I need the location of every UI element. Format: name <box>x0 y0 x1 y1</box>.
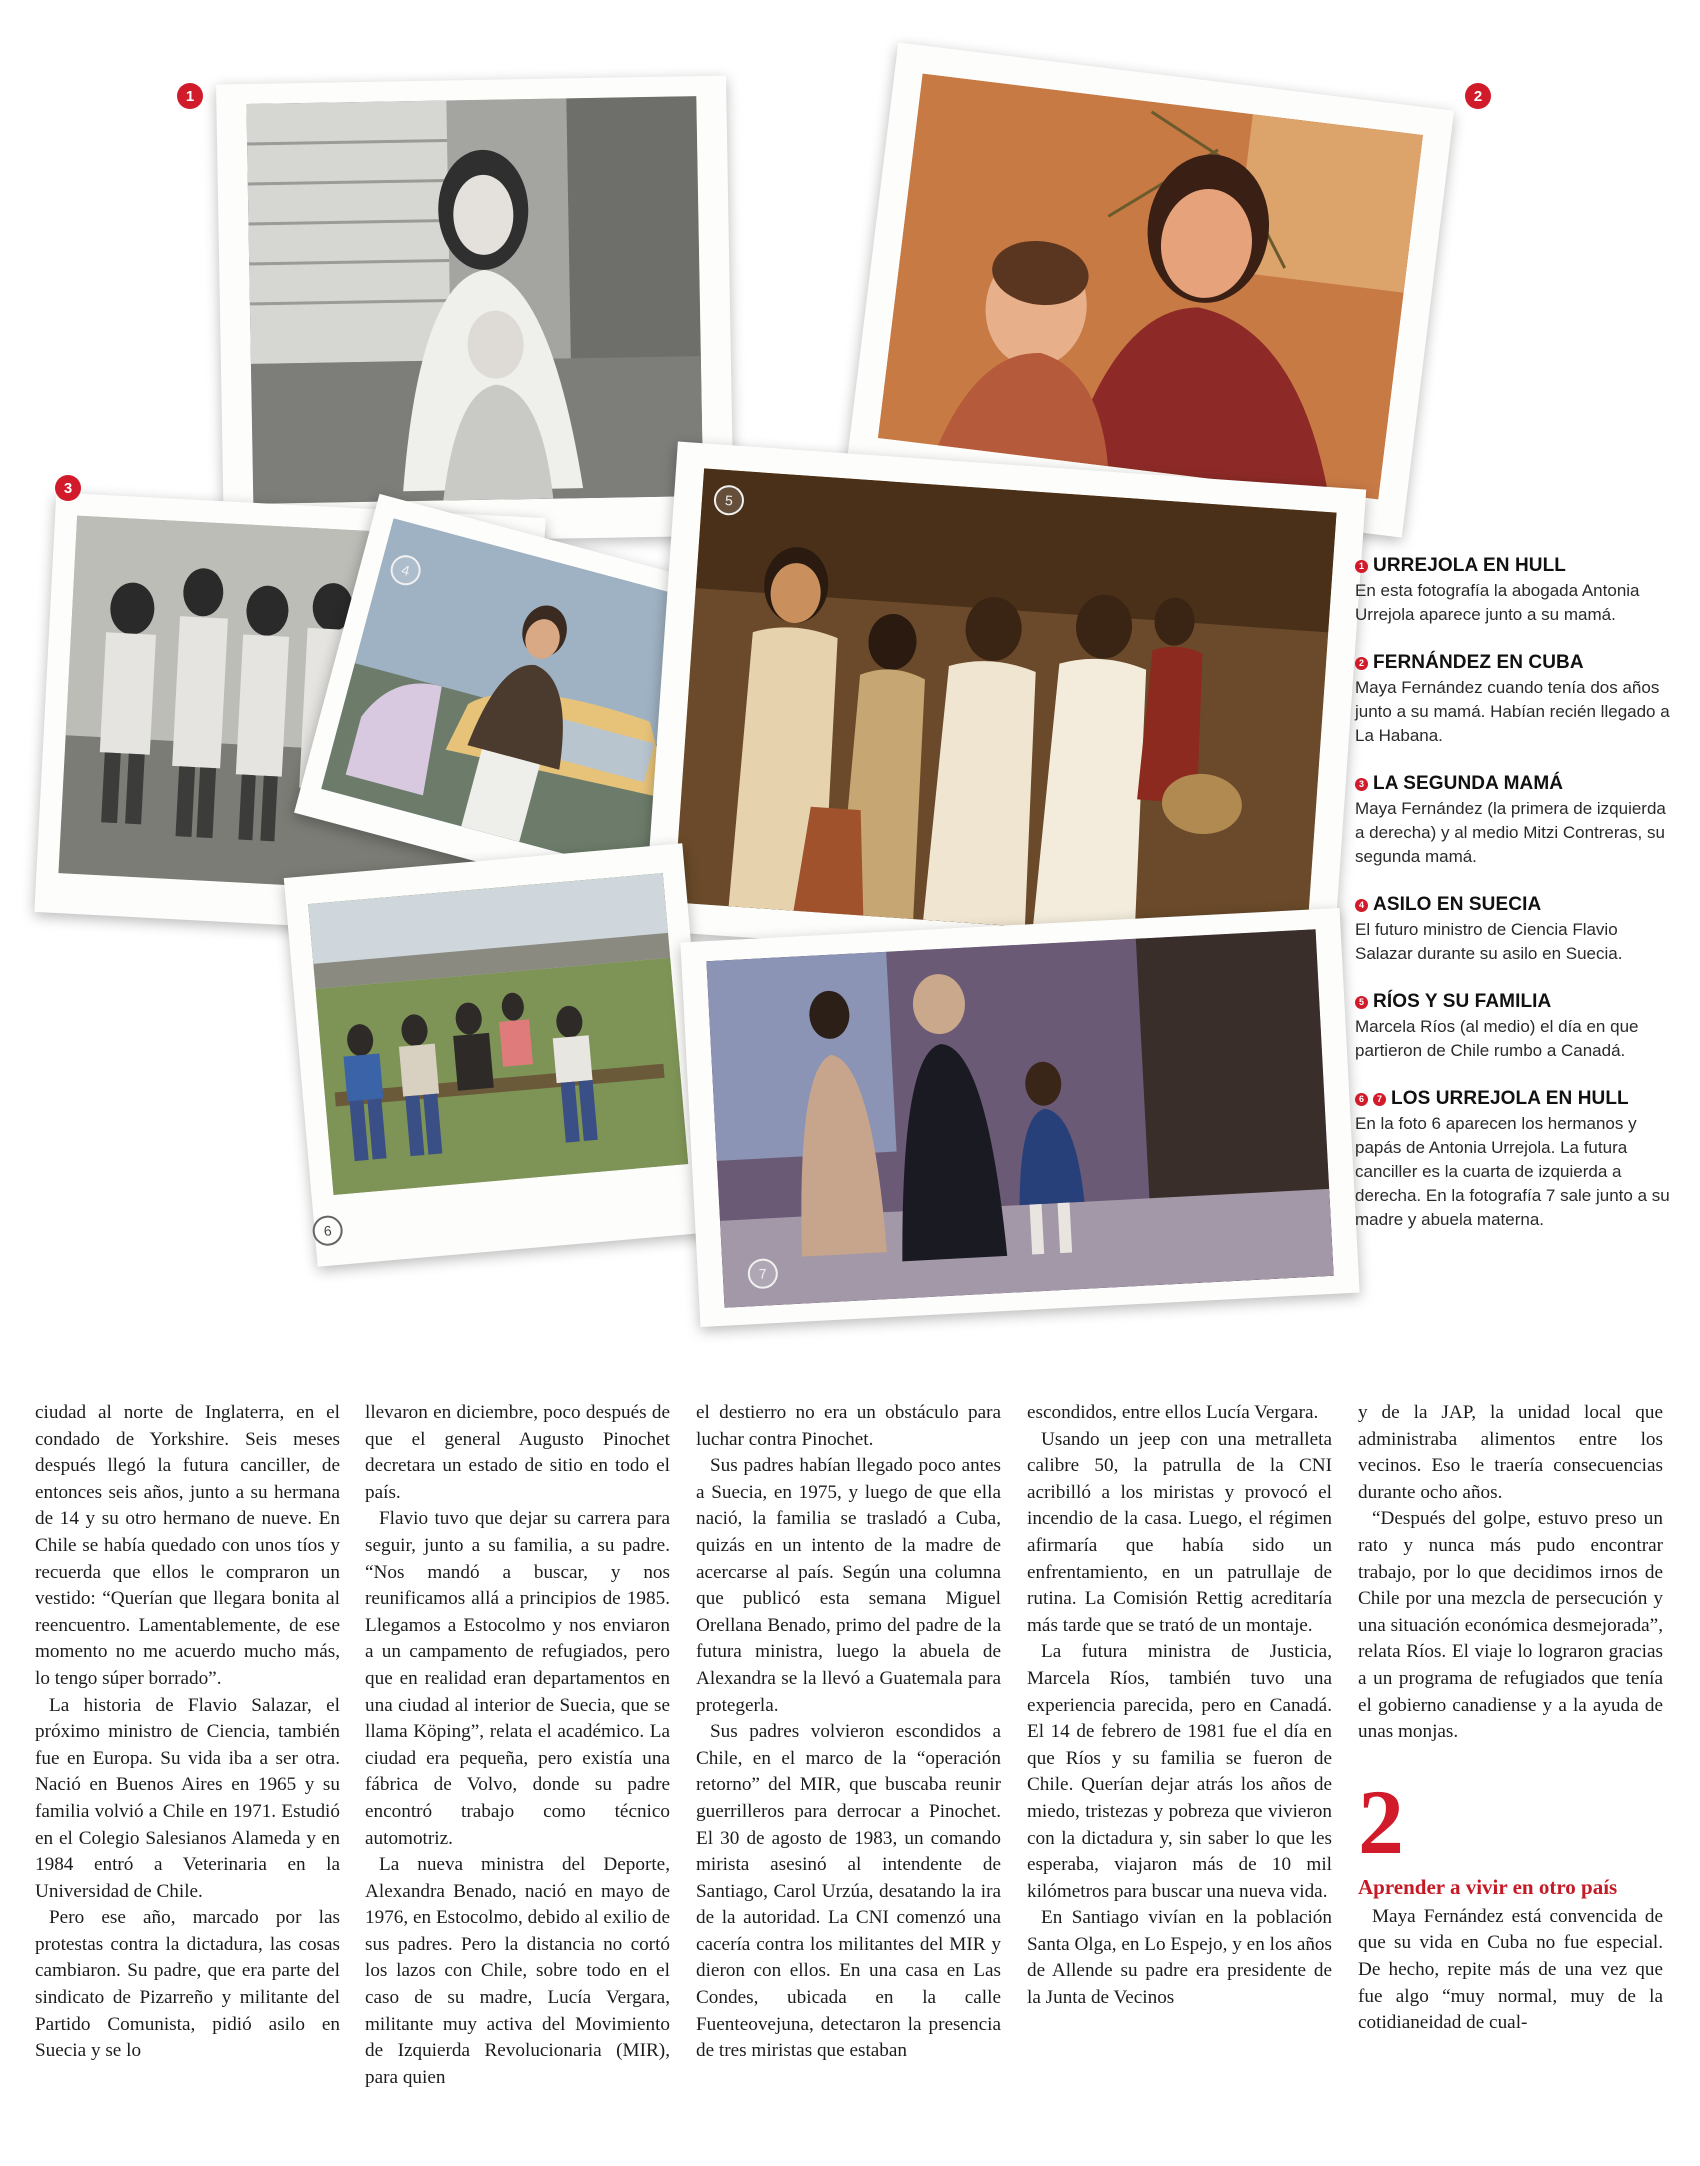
paragraph: La futura ministra de Justicia, Marcela Ríos, también tuvo una experiencia parecida, pero en Canadá. El 14 de febrero de 1981 fue el día en que Ríos y su familia se fueron de Chile. Querían dejar atrás los años de miedo, tristezas y pobreza que vivieron con la dictadura y, sin saber lo que les esperaba, viajaron más de 10 mil kilómetros para buscar una nueva vida. <box>1027 1641 1332 1902</box>
caption-6-mark: 6 <box>1355 1093 1368 1106</box>
caption-3-text: Maya Fernández (la primera de izquierda a derecha) y al medio Mitzi Contreras, su segunda mamá. <box>1355 799 1666 866</box>
paragraph: La historia de Flavio Salazar, el próximo ministro de Ciencia, también fue en Europa. Su vida iba a ser otra. Nació en Buenos Aires en 1965 y su familia volvió a Chile en 1971. Estudió en el Colegio Salesianos Alameda y en 1984 entró a Veterinaria en la Universidad de Chile. <box>35 1694 340 1902</box>
caption-5-title: RÍOS Y SU FAMILIA <box>1373 991 1552 1012</box>
photo-4-number: 4 <box>387 552 424 589</box>
photo-1-badge: 1 <box>177 83 203 109</box>
caption-3 <box>1355 771 1670 869</box>
article-column-4 <box>1027 1400 1332 2012</box>
paragraph: En Santiago vivían en la población Santa Olga, en Lo Espejo, y en los años de Allende su padre era presidente de la Junta de Vecinos <box>1027 1907 1332 2009</box>
article-body <box>35 1400 1675 2160</box>
paragraph: llevaron en diciembre, poco después de que el general Augusto Pinochet decretara un estado de sitio en todo el país. <box>365 1402 670 1503</box>
caption-1-title: URREJOLA EN HULL <box>1373 555 1567 576</box>
photo-7-frame <box>680 908 1359 1327</box>
paragraph: Sus padres habían llegado poco antes a Suecia, en 1975, y luego de que ella nació, la familia se trasladó a Cuba, quizás en un intento de la madre de acercarse al país. Según una columna que publicó esta semana Miguel Orellana Benado, primo del padre de la futura ministra, luego la abuela de Alexandra se la llevó a Guatemala para protegerla. <box>696 1455 1001 1716</box>
caption-5 <box>1355 989 1670 1063</box>
paragraph: “Después del golpe, estuvo preso un rato y nunca más pudo encontrar trabajo, por lo que decidimos irnos de Chile por una mezcla de persecución y una situación económica desmejorada”, relata Ríos. El viaje lo lograron gracias a un programa de refugiados que tenía el gobierno canadiense y a la ayuda de unas monjas. <box>1358 1508 1663 1743</box>
caption-3-title: LA SEGUNDA MAMÁ <box>1373 773 1564 794</box>
paragraph: ciudad al norte de Inglaterra, en el condado de Yorkshire. Seis meses después llegó la futura canciller, de entonces seis años, junto a su hermana de 14 y su otro hermano de nueve. En Chile se había quedado con unos tíos y recuerda que ellos le compraron un vestido: “Querían que llegara bonita al reencuentro. Lamentablemente, de ese momento no me acuerdo mucho más, lo tengo súper borrado”. <box>35 1402 340 1689</box>
photo-1-frame <box>216 76 734 545</box>
caption-3-mark: 3 <box>1355 778 1368 791</box>
caption-4-title: ASILO EN SUECIA <box>1373 894 1542 915</box>
photo-2-image <box>878 74 1423 500</box>
caption-4 <box>1355 892 1670 966</box>
paragraph: el destierro no era un obstáculo para luchar contra Pinochet. <box>696 1402 1001 1450</box>
paragraph: Usando un jeep con una metralleta calibre 50, la patrulla de la CNI acribilló a los miristas y provocó el incendio de la casa. Luego, el régimen afirmaría que había sido un enfrentamiento, en un patrullaje de rutina. La Comisión Rettig acreditaría más tarde que se trató de un montaje. <box>1027 1428 1332 1636</box>
photo-7-number: 7 <box>747 1258 779 1290</box>
section-title: Aprender a vivir en otro país <box>1358 1874 1618 1899</box>
photo-7-image <box>706 929 1333 1307</box>
photo-captions <box>1355 553 1670 1255</box>
caption-7-mark: 7 <box>1373 1093 1386 1106</box>
caption-6-7-text: En la foto 6 aparecen los hermanos y papás de Antonia Urrejola. La futura canciller es la cuarta de izquierda a derecha. En la fotografía 7 sale junto a su madre y abuela materna. <box>1355 1114 1670 1229</box>
photo-6-number: 6 <box>311 1214 344 1247</box>
caption-1 <box>1355 553 1670 627</box>
article-column-5 <box>1358 1400 1663 2037</box>
caption-6-7-title: LOS URREJOLA EN HULL <box>1391 1088 1629 1109</box>
article-column-2 <box>365 1400 670 2091</box>
paragraph: La nueva ministra del Deporte, Alexandra Benado, nació en mayo de 1976, en Estocolmo, debido al exilio de sus padres. Pero la distancia no cortó los lazos con Chile, sobre todo en el caso de su madre, Lucía Vergara, militante muy activa del Movimiento de Izquierda Revolucionaria (MIR), para quien <box>365 1854 670 2088</box>
photo-6-image <box>308 873 688 1195</box>
photo-1-image <box>246 96 703 504</box>
caption-4-mark: 4 <box>1355 899 1368 912</box>
paragraph: Pero ese año, marcado por las protestas contra la dictadura, las cosas cambiaron. Su padre, que era parte del sindicato de Pizarreño y militante del Partido Comunista, pidió asilo en Suecia y se lo <box>35 1907 340 2062</box>
photo-6-frame <box>284 843 716 1266</box>
caption-5-text: Marcela Ríos (al medio) el día en que partieron de Chile rumbo a Canadá. <box>1355 1017 1639 1060</box>
paragraph: Flavio tuvo que dejar su carrera para seguir, junto a su familia, a su padre. “Nos mandó a buscar, y nos reunificamos allá a principios de 1985. Llegamos a Estocolmo y nos enviaron a un campamento de refugiados, pero que en realidad eran departamentos en una ciudad al interior de Suecia, que se llama Köping”, relata el académico. La ciudad era pequeña, pero existía una fábrica de Volvo, donde su padre encontró trabajo como técnico automotriz. <box>365 1508 670 1849</box>
caption-2-title: FERNÁNDEZ EN CUBA <box>1373 652 1584 673</box>
paragraph: escondidos, entre ellos Lucía Vergara. <box>1027 1402 1319 1423</box>
caption-4-text: El futuro ministro de Ciencia Flavio Salazar durante su asilo en Suecia. <box>1355 920 1623 963</box>
paragraph: Sus padres volvieron escondidos a Chile, en el marco de la “operación retorno” del MIR, que buscaba reunir guerrilleros para derrocar a Pinochet. El 30 de agosto de 1983, un comando mirista asesinó al intendente de Santiago, Carol Urzúa, desatando la ira de la autoridad. La CNI comenzó una cacería contra los militantes del MIR y dieron con ellos. En una casa en Las Condes, ubicada en la calle Fuenteovejuna, detectaron la presencia de tres miristas que estaban <box>696 1721 1001 2062</box>
photo-2-badge: 2 <box>1465 83 1491 109</box>
caption-5-mark: 5 <box>1355 996 1368 1009</box>
section-number: 2 <box>1358 1770 1404 1873</box>
caption-6-7 <box>1355 1086 1670 1232</box>
caption-2-text: Maya Fernández cuando tenía dos años junto a su mamá. Habían recién llegado a La Habana. <box>1355 678 1670 745</box>
caption-2-mark: 2 <box>1355 657 1368 670</box>
paragraph: Maya Fernández está convencida de que su vida en Cuba no fue especial. De hecho, repite más de una vez que fue algo “muy normal, muy de la cotidianeidad de cual- <box>1358 1905 1663 2034</box>
caption-2 <box>1355 650 1670 748</box>
article-column-3 <box>696 1400 1001 2065</box>
paragraph: y de la JAP, la unidad local que administraba alimentos entre los vecinos. Eso le traería consecuencias durante ocho años. <box>1358 1402 1663 1503</box>
photo-5-number: 5 <box>713 484 745 516</box>
photo-3-badge: 3 <box>55 475 81 501</box>
photo-5-image <box>674 468 1337 946</box>
article-column-1 <box>35 1400 340 2065</box>
photo-5-frame <box>644 442 1366 979</box>
caption-1-mark: 1 <box>1355 560 1368 573</box>
caption-1-text: En esta fotografía la abogada Antonia Urrejola aparece junto a su mamá. <box>1355 581 1640 624</box>
